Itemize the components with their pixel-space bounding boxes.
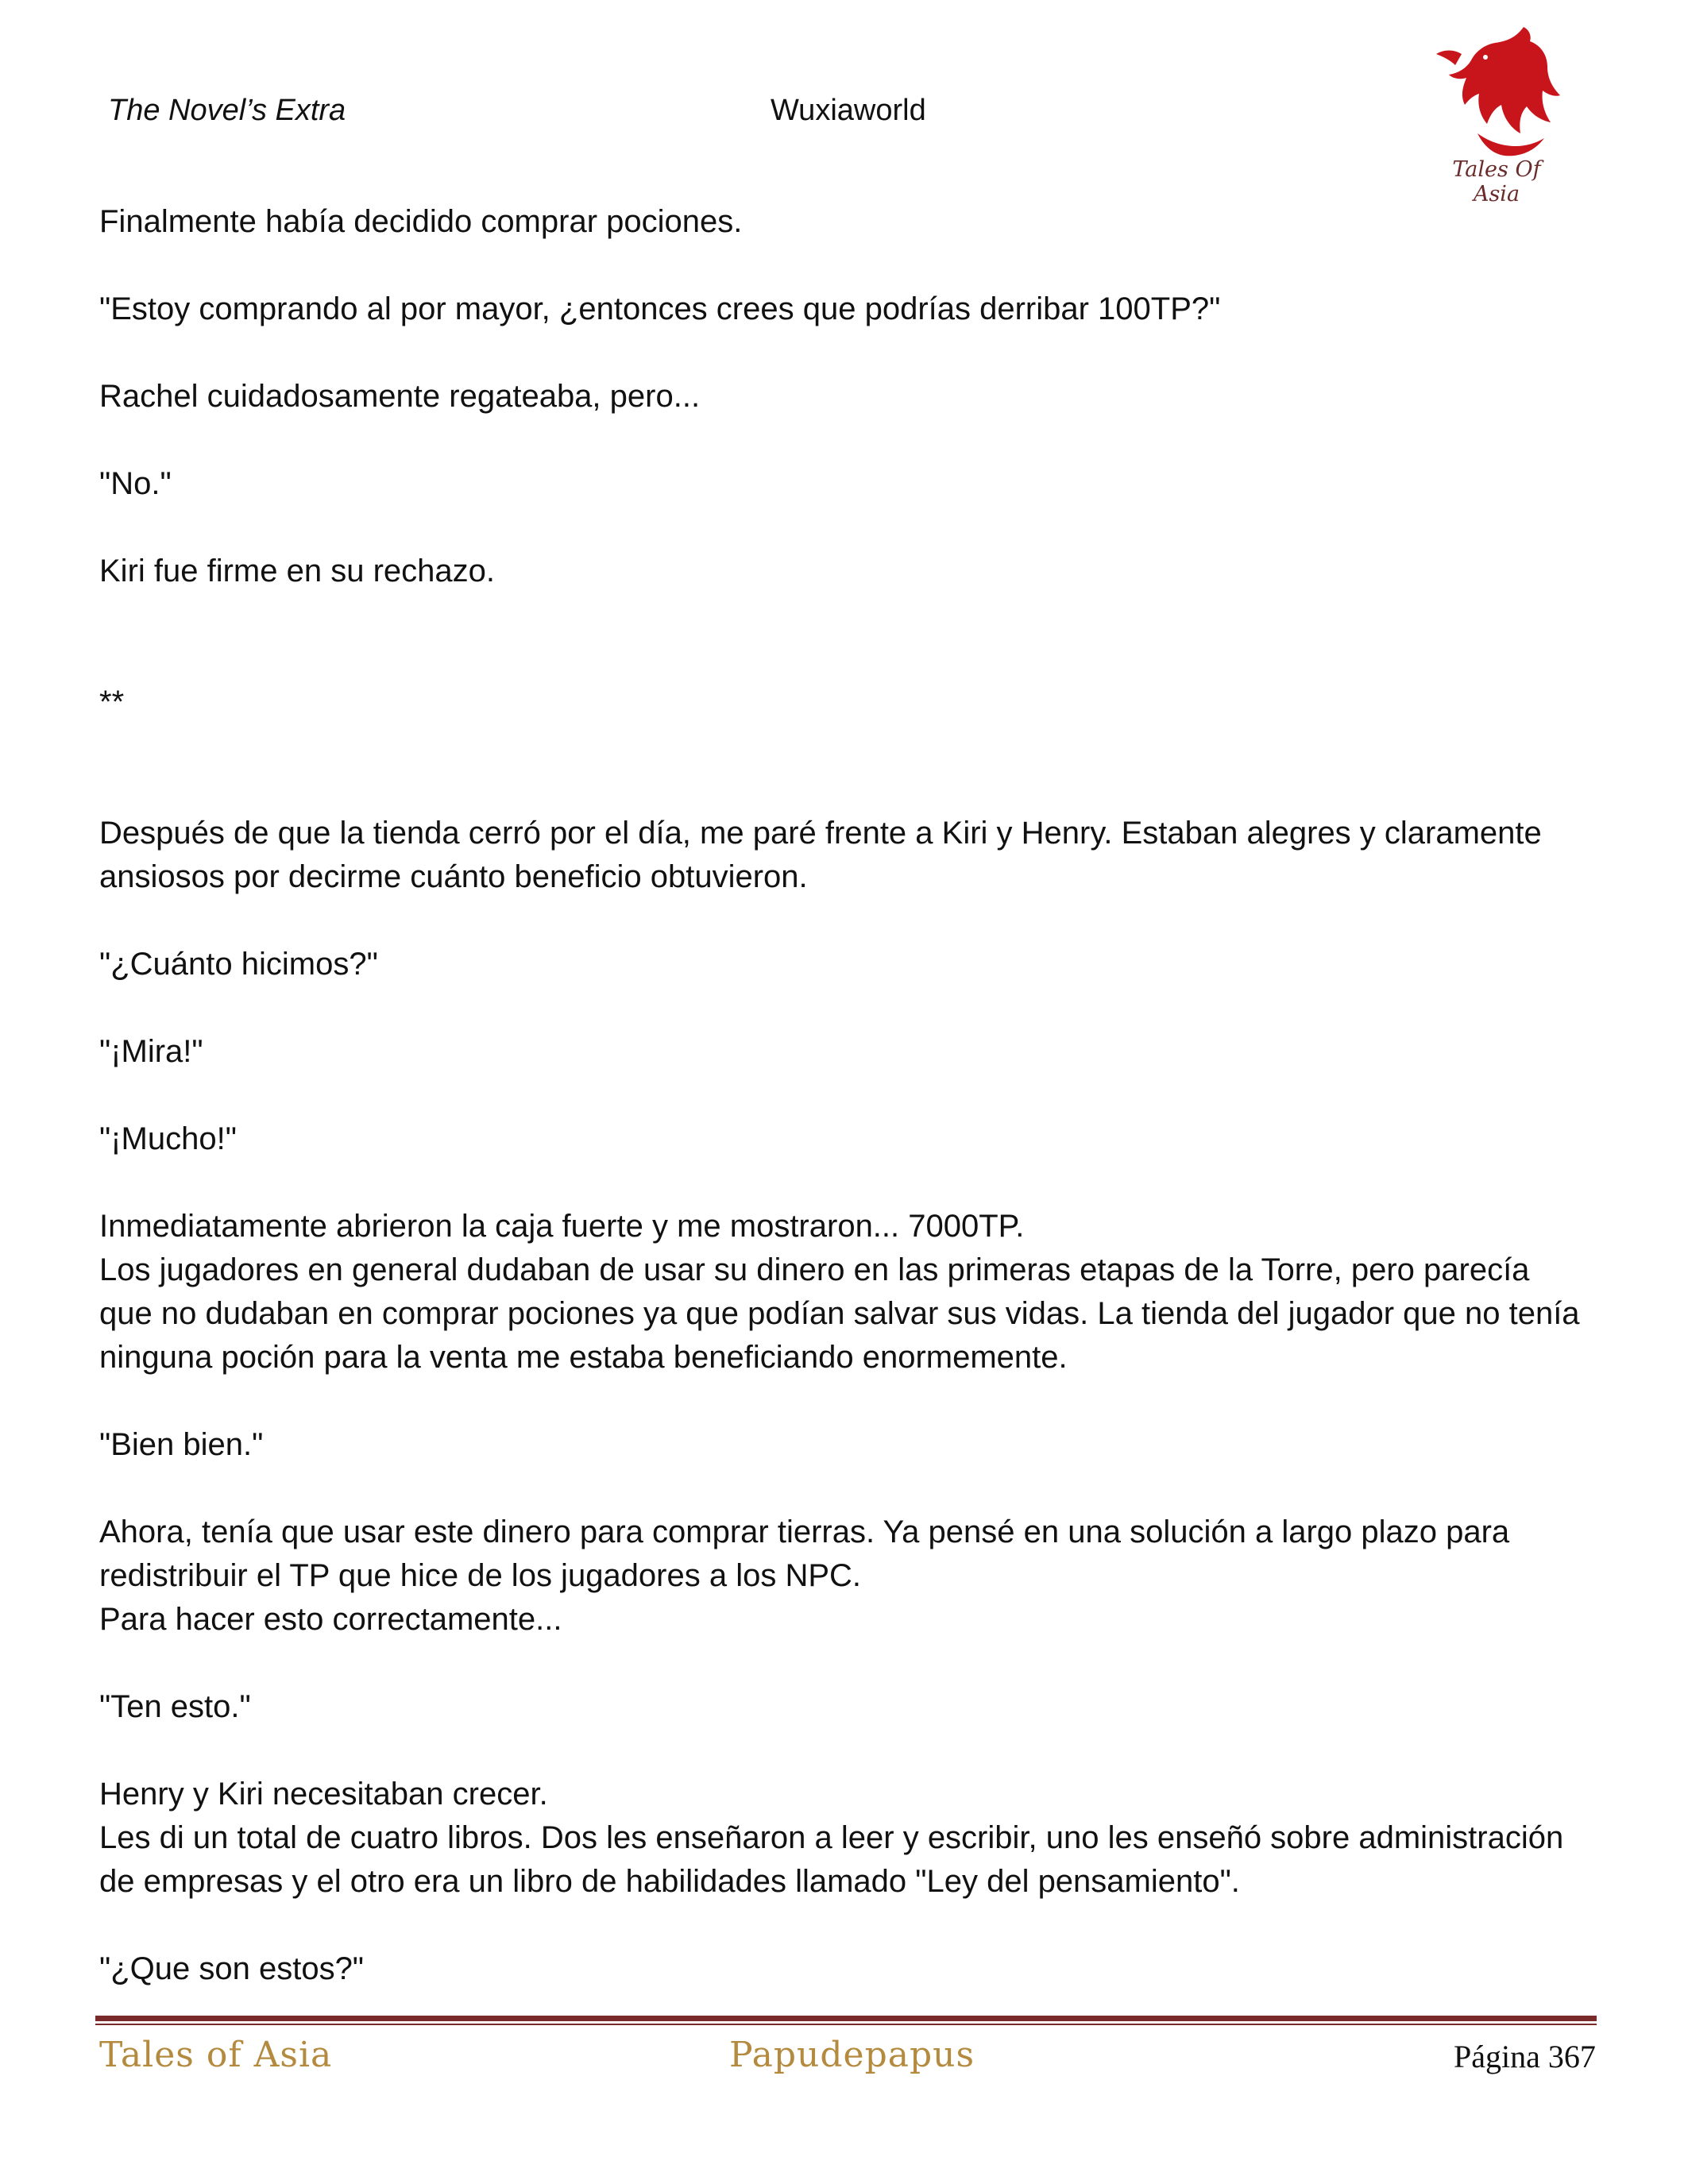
paragraph: Rachel cuidadosamente regateaba, pero... [99, 379, 701, 414]
paragraph: Después de que la tienda cerró por el día, me paré frente a Kiri y Henry. Estaban alegres y claramente ansiosos por decirme cuánto beneficio obtuvieron. [99, 816, 1542, 894]
paragraph: "¡Mucho!" [99, 1121, 237, 1156]
body-text [99, 200, 1585, 1991]
scene-break: ** [99, 685, 125, 720]
paragraph: Ahora, tenía que usar este dinero para comprar tierras. Ya pensé en una solución a largo plazo para redistribuir el TP que hice de los jugadores a los NPC. [99, 1515, 1510, 1593]
footer-rule [95, 2016, 1597, 2028]
paragraph: Les di un total de cuatro libros. Dos les enseñaron a leer y escribir, uno les enseñó sobre administración de empresas y el otro era un libro de habilidades llamado "Ley del pensamiento". [99, 1820, 1564, 1899]
paragraph: "¿Que son estos?" [99, 1951, 365, 1986]
paragraph: Finalmente había decidido comprar pociones. [99, 204, 743, 239]
footer-page-number: Página 367 [1454, 2039, 1596, 2074]
paragraph: "No." [99, 466, 172, 501]
paragraph: Los jugadores en general dudaban de usar su dinero en las primeras etapas de la Torre, pero parecía que no dudaban en comprar pociones ya que podían salvar sus vidas. La tienda del jugador que no tenía ninguna poción para la venta me estaba beneficiando enormemente. [99, 1252, 1580, 1375]
paragraph: "Bien bien." [99, 1427, 264, 1462]
paragraph: "¿Cuánto hicimos?" [99, 947, 378, 982]
paragraph: "Ten esto." [99, 1689, 251, 1724]
paragraph: Kiri fue firme en su rechazo. [99, 554, 495, 588]
logo-caption: Tales Of Asia [1452, 157, 1541, 206]
header-novel-title: The Novel’s Extra [108, 94, 346, 127]
paragraph: "¡Mira!" [99, 1034, 203, 1069]
paragraph: Para hacer esto correctamente... [99, 1602, 562, 1637]
footer-translator: Papudepapus [729, 2035, 975, 2075]
header-site-name: Wuxiaworld [771, 94, 926, 127]
paragraph: "Estoy comprando al por mayor, ¿entonces crees que podrías derribar 100TP?" [99, 291, 1221, 326]
footer-publisher: Tales of Asia [99, 2035, 333, 2075]
paragraph: Henry y Kiri necesitaban crecer. [99, 1777, 548, 1812]
paragraph: Inmediatamente abrieron la caja fuerte y me mostraron... 7000TP. [99, 1209, 1025, 1244]
